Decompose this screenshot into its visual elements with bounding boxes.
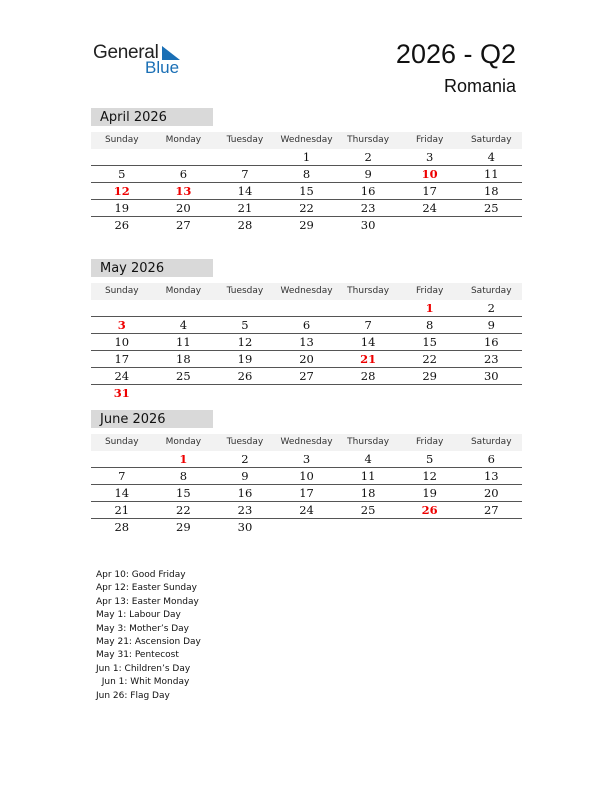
day-cell: 28 [360, 369, 376, 383]
holiday-entry: May 31: Pentecost [96, 650, 179, 661]
day-cell: 19 [114, 201, 130, 215]
weekday-label: Wednesday [280, 286, 333, 296]
week-row [91, 385, 522, 401]
holiday-entry: Jun 1: Children’s Day [96, 663, 191, 674]
week-row [91, 334, 522, 351]
day-cell: 3 [426, 150, 434, 164]
day-cell [276, 300, 338, 316]
month-label: April 2026 [91, 108, 213, 126]
day-cell [214, 149, 276, 165]
day-cell: 29 [176, 520, 191, 534]
day-cell [460, 385, 522, 401]
weekday-label: Monday [165, 437, 202, 447]
day-cell: 8 [302, 167, 311, 181]
day-cell: 11 [176, 335, 191, 349]
day-cell: 24 [422, 201, 437, 215]
logo-blue-text: Blue [145, 58, 180, 77]
holiday-day-cell: 3 [117, 318, 126, 332]
weekday-label: Sunday [104, 135, 139, 145]
day-cell [399, 385, 461, 401]
day-cell: 25 [483, 201, 499, 215]
holiday-entry: May 3: Mother’s Day [96, 623, 190, 634]
day-cell: 20 [299, 352, 314, 366]
holiday-day-cell: 1 [179, 452, 188, 466]
day-cell: 6 [179, 167, 188, 181]
day-cell: 4 [179, 318, 188, 332]
day-cell: 2 [241, 452, 249, 466]
holiday-day-cell: 31 [113, 386, 130, 400]
day-cell [399, 217, 461, 233]
day-cell [337, 519, 399, 535]
weekday-label: Friday [416, 437, 444, 447]
week-row [91, 468, 522, 485]
holiday-entry: Jun 1: Whit Monday [96, 677, 190, 688]
day-cell: 14 [360, 335, 376, 349]
weekday-label: Saturday [470, 135, 512, 145]
day-cell: 24 [114, 369, 130, 383]
weekday-label: Thursday [347, 135, 390, 145]
week-row [91, 183, 522, 200]
day-cell: 10 [299, 469, 314, 483]
day-cell: 5 [426, 452, 434, 466]
day-cell: 30 [483, 369, 499, 383]
day-cell: 6 [302, 318, 311, 332]
day-cell [276, 385, 338, 401]
logo [93, 42, 188, 78]
week-row [91, 300, 522, 317]
week-row [91, 451, 522, 468]
day-cell: 22 [176, 503, 191, 517]
weekday-label: Friday [416, 135, 444, 145]
day-cell: 5 [118, 167, 126, 181]
day-cell [91, 300, 153, 316]
month-june [91, 410, 522, 535]
day-cell: 17 [114, 352, 130, 366]
day-cell: 23 [483, 352, 499, 366]
day-cell: 18 [360, 486, 376, 500]
holiday-day-cell: 1 [425, 301, 434, 315]
day-cell: 7 [364, 318, 372, 332]
day-cell: 8 [426, 318, 434, 332]
month-may [91, 259, 522, 401]
day-cell: 1 [302, 150, 311, 164]
week-row [91, 217, 522, 233]
day-cell: 15 [299, 184, 314, 198]
day-cell [91, 149, 153, 165]
day-cell: 4 [364, 452, 372, 466]
day-cell: 28 [114, 520, 130, 534]
day-cell: 21 [114, 503, 130, 517]
day-cell: 13 [299, 335, 314, 349]
holiday-day-cell: 26 [421, 503, 438, 517]
weekday-header-row [91, 434, 522, 451]
day-cell: 16 [237, 486, 253, 500]
day-cell [460, 519, 522, 535]
day-cell [276, 519, 338, 535]
week-row [91, 149, 522, 166]
day-cell [153, 149, 215, 165]
weekday-label: Thursday [347, 437, 390, 447]
holiday-day-cell: 10 [421, 167, 438, 181]
day-cell: 27 [176, 218, 191, 232]
holiday-list [96, 569, 201, 703]
day-cell: 26 [237, 369, 253, 383]
logo-general-text: General [93, 42, 159, 63]
day-cell: 23 [237, 503, 253, 517]
day-cell: 26 [114, 218, 130, 232]
holiday-entry: Apr 13: Easter Monday [96, 596, 199, 607]
day-cell: 5 [241, 318, 249, 332]
day-cell: 16 [360, 184, 376, 198]
day-cell: 15 [176, 486, 191, 500]
week-row [91, 317, 522, 334]
day-cell: 17 [299, 486, 314, 500]
weekday-header-row [91, 283, 522, 300]
day-cell: 12 [237, 335, 253, 349]
day-cell [153, 300, 215, 316]
day-cell: 12 [422, 469, 437, 483]
day-cell: 17 [422, 184, 437, 198]
day-cell: 21 [237, 201, 253, 215]
day-cell: 3 [302, 452, 311, 466]
week-row [91, 368, 522, 385]
day-cell: 11 [483, 167, 499, 181]
day-cell: 30 [237, 520, 253, 534]
holiday-entry: Jun 26: Flag Day [96, 690, 170, 701]
day-cell: 8 [179, 469, 188, 483]
week-row [91, 200, 522, 217]
day-cell: 27 [299, 369, 314, 383]
day-cell: 10 [114, 335, 130, 349]
weekday-label: Tuesday [226, 437, 264, 447]
weekday-header-row [91, 132, 522, 149]
weekday-label: Monday [165, 286, 202, 296]
weekday-label: Sunday [104, 286, 139, 296]
day-cell: 18 [176, 352, 191, 366]
day-cell [214, 385, 276, 401]
weekday-label: Tuesday [226, 286, 264, 296]
weekday-label: Wednesday [280, 135, 333, 145]
day-cell: 11 [360, 469, 376, 483]
day-cell: 9 [364, 167, 372, 181]
day-cell [214, 300, 276, 316]
day-cell: 22 [299, 201, 314, 215]
day-cell: 9 [487, 318, 495, 332]
holiday-entry: May 21: Ascension Day [96, 637, 201, 648]
day-cell [153, 385, 215, 401]
day-cell: 2 [487, 301, 495, 315]
week-row [91, 485, 522, 502]
day-cell: 30 [360, 218, 376, 232]
holiday-entry: Apr 10: Good Friday [96, 570, 186, 580]
week-row [91, 502, 522, 519]
day-cell [337, 300, 399, 316]
weekday-label: Saturday [470, 437, 512, 447]
day-cell: 2 [364, 150, 372, 164]
day-cell: 24 [299, 503, 314, 517]
day-cell: 7 [241, 167, 249, 181]
day-cell: 16 [483, 335, 499, 349]
day-cell: 25 [360, 503, 376, 517]
day-cell: 20 [176, 201, 191, 215]
day-cell: 6 [487, 452, 495, 466]
week-row [91, 519, 522, 535]
week-row [91, 166, 522, 183]
page-title: 2026 - Q2 [395, 39, 516, 69]
day-cell: 13 [483, 469, 499, 483]
month-april [91, 108, 522, 233]
holiday-day-cell: 12 [113, 184, 130, 198]
day-cell: 29 [422, 369, 437, 383]
holiday-entry: Apr 12: Easter Sunday [96, 583, 197, 594]
day-cell [337, 385, 399, 401]
country-name: Romania [443, 76, 516, 96]
holiday-day-cell: 13 [175, 184, 192, 198]
day-cell [91, 451, 153, 467]
day-cell [460, 217, 522, 233]
day-cell: 4 [487, 150, 495, 164]
day-cell: 22 [422, 352, 437, 366]
month-label: May 2026 [91, 259, 213, 277]
day-cell: 25 [176, 369, 191, 383]
weekday-label: Sunday [104, 437, 139, 447]
day-cell: 27 [483, 503, 499, 517]
day-cell: 9 [241, 469, 249, 483]
day-cell: 14 [114, 486, 130, 500]
day-cell: 28 [237, 218, 253, 232]
day-cell [399, 519, 461, 535]
weekday-label: Tuesday [226, 135, 264, 145]
day-cell: 23 [360, 201, 376, 215]
holiday-day-cell: 21 [360, 352, 377, 366]
day-cell: 19 [422, 486, 437, 500]
weekday-label: Thursday [347, 286, 390, 296]
weekday-label: Saturday [470, 286, 512, 296]
day-cell: 18 [483, 184, 499, 198]
day-cell: 20 [483, 486, 499, 500]
holiday-entry: May 1: Labour Day [96, 610, 181, 621]
month-label: June 2026 [91, 410, 213, 428]
day-cell: 7 [118, 469, 126, 483]
day-cell: 19 [237, 352, 253, 366]
weekday-label: Friday [416, 286, 444, 296]
day-cell: 15 [422, 335, 437, 349]
week-row [91, 351, 522, 368]
weekday-label: Monday [165, 135, 202, 145]
day-cell: 29 [299, 218, 314, 232]
weekday-label: Wednesday [280, 437, 333, 447]
day-cell: 14 [237, 184, 253, 198]
